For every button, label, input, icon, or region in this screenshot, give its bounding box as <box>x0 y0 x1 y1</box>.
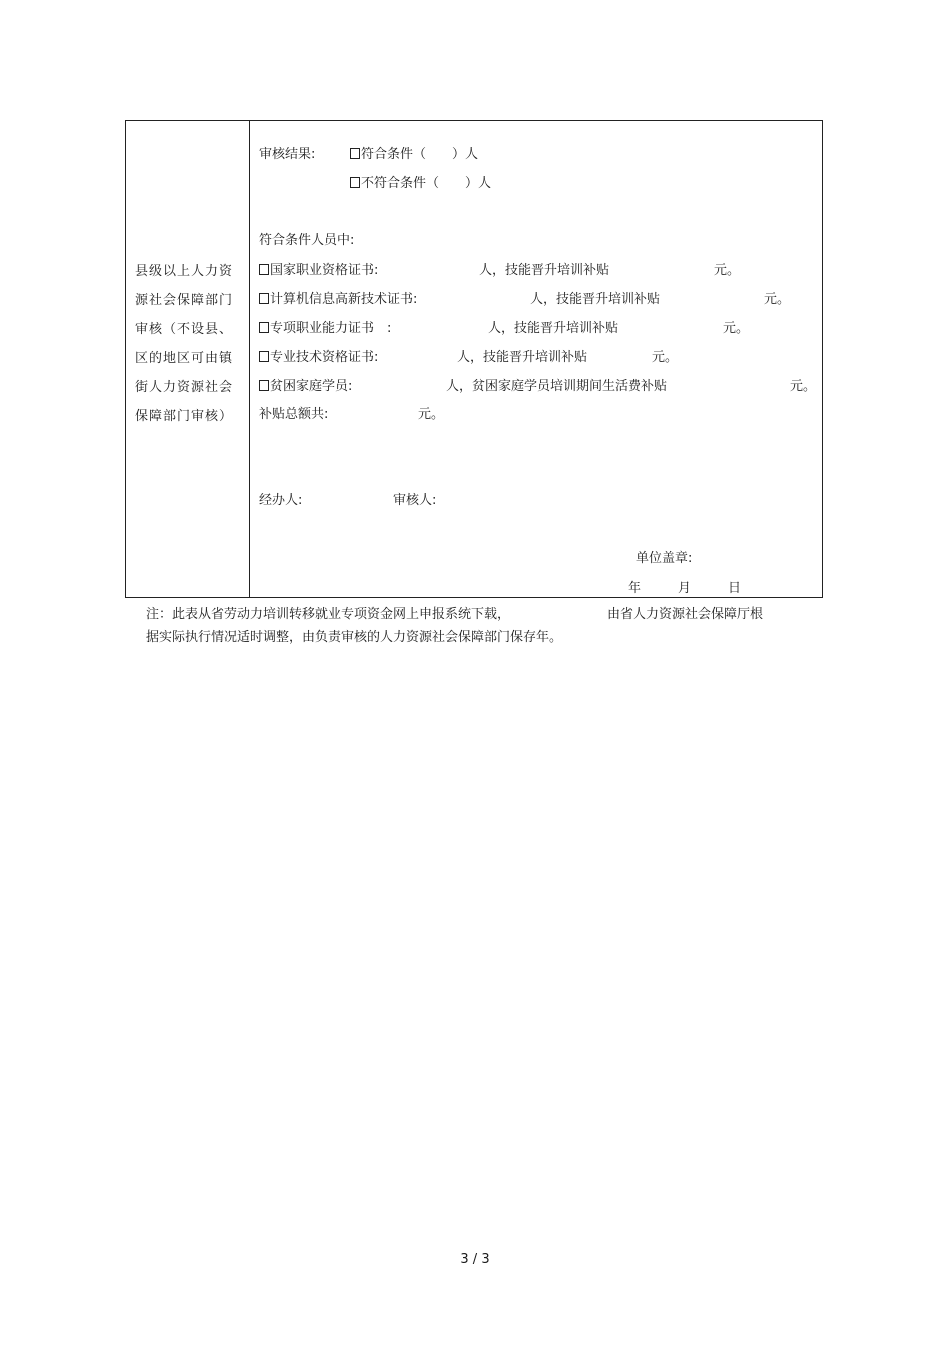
review-option-unqualified[interactable] <box>350 176 491 192</box>
item-end: 元。 <box>764 292 791 307</box>
page-number: 3 / 3 <box>460 1252 490 1267</box>
checkbox-qualified[interactable] <box>350 148 360 159</box>
item-name: 计算机信息高新技术证书: <box>270 292 418 307</box>
item-mid: 人，技能晋升培训补贴 <box>530 292 661 307</box>
checkbox-unqualified[interactable] <box>350 177 360 188</box>
qualified-option-text: 符合条件（ ）人 <box>361 147 479 162</box>
subsidy-total-label: 补贴总额共: <box>259 407 329 422</box>
handler-label: 经办人: <box>259 493 303 508</box>
item-name: 国家职业资格证书: <box>270 263 379 278</box>
review-content-cell <box>250 121 822 597</box>
review-department-cell <box>126 121 250 597</box>
item-mid: 人，技能晋升培训补贴 <box>457 350 588 365</box>
unqualified-option-text: 不符合条件（ ）人 <box>361 176 492 191</box>
review-option-qualified[interactable] <box>350 147 478 163</box>
note-line1-b: 由省人力资源社会保障厅根 <box>607 607 764 622</box>
item-mid: 人，贫困家庭学员培训期间生活费补贴 <box>446 379 668 394</box>
subsidy-total-end: 元。 <box>418 407 445 422</box>
note-line2: 据实际执行情况适时调整，由负责审核的人力资源社会保障部门保存年。 <box>146 630 563 645</box>
checkbox-national-cert[interactable] <box>259 264 269 275</box>
item-end: 元。 <box>723 321 750 336</box>
item-row-national[interactable] <box>259 263 378 279</box>
review-department-label: 县级以上人力资源社会保障部门审核（不设县、区的地区可由镇街人力资源社会保障部门审核） <box>135 264 234 424</box>
note-line1-a: 注：此表从省劳动力培训转移就业专项资金网上申报系统下载， <box>146 607 511 622</box>
item-row-poor-family[interactable] <box>259 379 352 395</box>
checkbox-special-cert[interactable] <box>259 322 269 333</box>
date-month: 月 <box>678 581 692 596</box>
item-row-professional[interactable] <box>259 350 378 366</box>
item-name: 专业技术资格证书: <box>270 350 379 365</box>
item-mid: 人，技能晋升培训补贴 <box>479 263 610 278</box>
item-end: 元。 <box>714 263 741 278</box>
review-result-label: 审核结果: <box>259 147 316 162</box>
item-row-special[interactable] <box>259 321 391 337</box>
date-year: 年 <box>628 581 642 596</box>
checkbox-professional-cert[interactable] <box>259 351 269 362</box>
date-day: 日 <box>728 581 742 596</box>
review-form-table <box>125 120 823 598</box>
item-name: 贫困家庭学员: <box>270 379 353 394</box>
item-name: 专项职业能力证书 : <box>270 321 392 336</box>
item-end: 元。 <box>790 379 817 394</box>
checkbox-computer-cert[interactable] <box>259 293 269 304</box>
seal-label: 单位盖章: <box>636 551 693 566</box>
qualified-header: 符合条件人员中: <box>259 233 355 248</box>
item-end: 元。 <box>652 350 679 365</box>
reviewer-label: 审核人: <box>393 493 437 508</box>
item-row-computer[interactable] <box>259 292 417 308</box>
table-note <box>146 603 806 649</box>
item-mid: 人，技能晋升培训补贴 <box>488 321 619 336</box>
checkbox-poor-family[interactable] <box>259 380 269 391</box>
